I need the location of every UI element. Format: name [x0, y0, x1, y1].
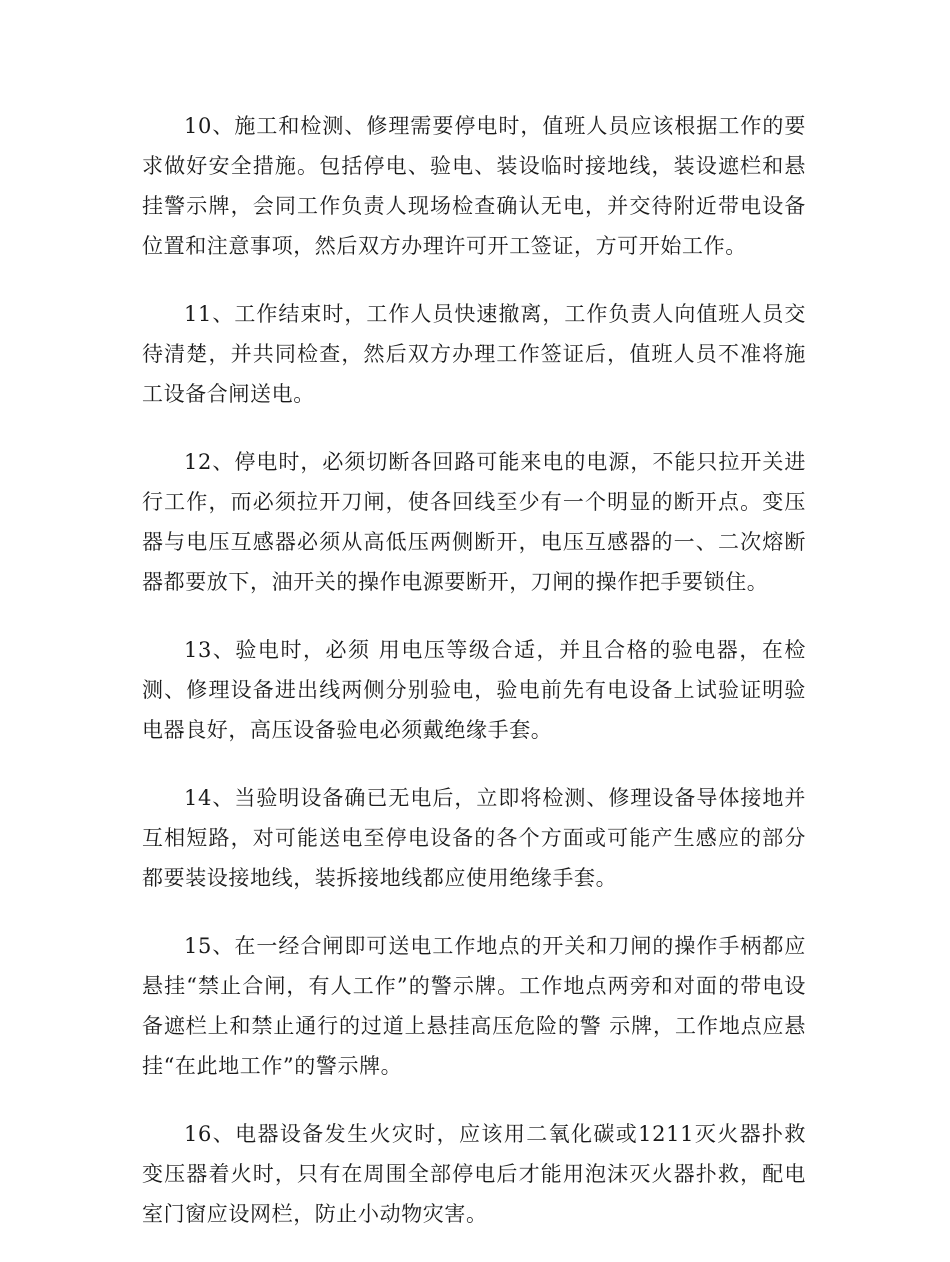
paragraph-12: 12、停电时，必须切断各回路可能来电的电源，不能只拉开关进行工作，而必须拉开刀闸，使各回线至少有一个明显的断开点。变压器与电压互感器必须从高低压两侧断开，电压互感器的一、二次熔断器都要放下，油开关的操作电源要断开，刀闸的操作把手要锁住。: [142, 450, 806, 594]
paragraph-13: 13、验电时，必须 用电压等级合适，并且合格的验电器，在检测、修理设备进出线两侧分别验电，验电前先有电设备上试验证明验电器良好，高压设备验电必须戴绝缘手套。: [142, 638, 806, 742]
paragraph-10: 10、施工和检测、修理需要停电时，值班人员应该根据工作的要求做好安全措施。包括停电、验电、装设临时接地线，装设遮栏和悬挂警示牌，会同工作负责人现场检查确认无电，并交待附近带电设备位置和注意事项，然后双方办理许可开工签证，方可开始工作。: [142, 114, 806, 258]
paragraph-15: 15、在一经合闸即可送电工作地点的开关和刀闸的操作手柄都应悬挂“禁止合闸，有人工作”的警示牌。工作地点两旁和对面的带电设备遮栏上和禁止通行的过道上悬挂高压危险的警 示牌，工作地点应悬挂“在此地工作”的警示牌。: [142, 934, 806, 1078]
paragraph-11: 11、工作结束时，工作人员快速撤离，工作负责人向值班人员交待清楚，并共同检查，然后双方办理工作签证后，值班人员不准将施工设备合闸送电。: [142, 302, 806, 406]
paragraph-16: 16、电器设备发生火灾时，应该用二氧化碳或1211灭火器扑救变压器着火时，只有在周围全部停电后才能用泡沫灭火器扑救，配电室门窗应设网栏，防止小动物灾害。: [142, 1122, 806, 1226]
paragraph-14: 14、当验明设备确已无电后，立即将检测、修理设备导体接地并互相短路，对可能送电至停电设备的各个方面或可能产生感应的部分都要装设接地线，装拆接地线都应使用绝缘手套。: [142, 786, 806, 890]
document-body: [142, 106, 806, 1262]
